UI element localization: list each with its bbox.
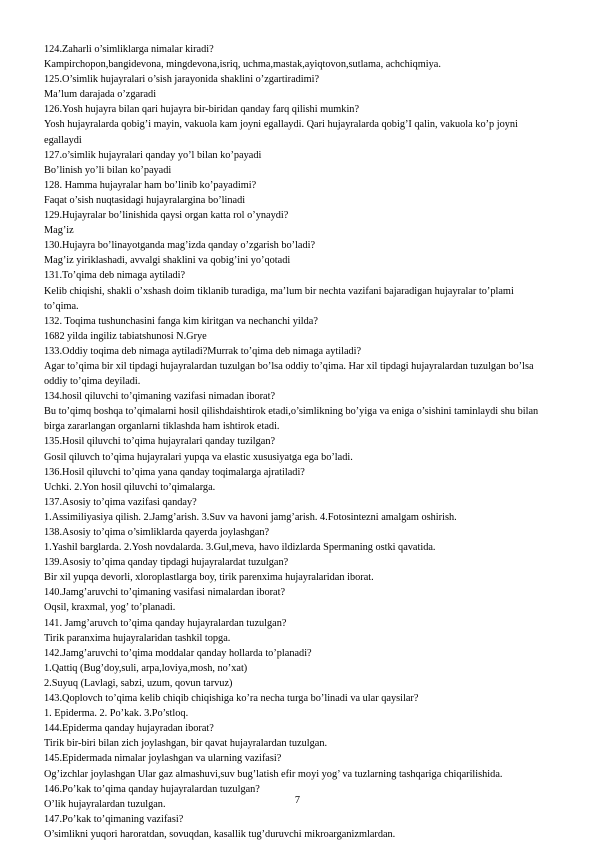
question-line: 132. Toqima tushunchasini fanga kim kiritgan va nechanchi yilda?	[44, 315, 318, 327]
question-line: 138.Asosiy to’qima o’simliklarda qayerda joylashgan?	[44, 527, 270, 538]
answer-line: Tirik bir-biri bilan zich joylashgan, bir qavat hujayralardan tuzulgan.	[44, 738, 328, 750]
question-line: 140.Jamg’aruvchi to’qimaning vasifasi nimalardan iborat?	[44, 587, 286, 599]
answer-line: Uchki. 2.Yon hosil qiluvchi to’qimalarga.	[44, 481, 216, 493]
question-line: 146.Po’kak to’qima qanday hujayralardan tuzulgan?	[44, 783, 260, 795]
question-line: 129.Hujayralar bo’linishida qaysi organ katta rol o’ynaydi?	[44, 210, 289, 222]
answer-line: Faqat o’sish nuqtasidagi hujayralargina bo’linadi	[44, 194, 246, 206]
answer-line: Gosil qiluvch to’qima hujayralari yupqa va elastic xususiyatga ega bo’ladi.	[44, 451, 353, 463]
question-line: 127.o’simlik hujayralari qanday yo’l bilan ko’payadi	[44, 149, 262, 161]
question-line: 131.To’qima deb nimaga aytiladi?	[44, 270, 186, 282]
answer-line: O’lik hujayralardan tuzulgan.	[44, 798, 166, 810]
question-line: 141. Jamg’aruvch to’qima qanday hujayralardan tuzulgan?	[44, 617, 287, 629]
question-line: 125.O’simlik hujayralari o’sish jarayonida shaklini o’zgartiradimi?	[44, 74, 320, 86]
answer-line: Kelib chiqishi, shakli o’xshash doim tiklanib turadiga, ma’lum bir nechta vazifani bajaradigan hujayralar to’plami to’qima.	[44, 285, 514, 312]
question-line: 147.Po’kak to’qimaning vazifasi?	[44, 813, 184, 825]
answer-line: Agar to’qima bir xil tipdagi hujayralardan tuzulgan bo’lsa oddiy to’qima. Har xil tipdagi hujayralardan tuzulgan bo’lsa oddiy to’qima deyiladi.	[44, 360, 534, 388]
question-line: 136.Hosil qiluvchi to’qima yana qanday toqimalarga ajratiladi?	[44, 466, 305, 478]
document-body	[44, 42, 550, 842]
page-number: 7	[294, 795, 301, 806]
question-line: 143.Qoplovch to’qima kelib chiqib chiqishiga ko’ra necha turga bo’linadi va ular qaysilar?	[44, 693, 419, 705]
question-line: 139.Asosiy to’qima qanday tipdagi hujayralardat tuzulgan?	[44, 557, 289, 569]
answer-line: Og’izchlar joylashgan Ular gaz almashuvi,suv bug’latish efir moyi yog’ va tuzlarning tashqariga chiqarilishida.	[44, 768, 503, 780]
answer-line: Ma’lum darajada o’zgaradi	[44, 89, 157, 101]
answer-line: Mag’iz	[44, 225, 74, 237]
answer-line: 1.Qattiq (Bug’doy,suli, arpa,loviya,mosh, no’xat)	[44, 662, 248, 674]
answer-line: Mag’iz yiriklashadi, avvalgi shaklini va qobig’ini yo’qotadi	[44, 255, 291, 267]
question-line: 144.Epiderma qanday hujayradan iborat?	[44, 723, 214, 735]
question-line: 124.Zaharli o’simliklarga nimalar kiradi?	[44, 44, 214, 55]
question-line: 130.Hujayra bo’linayotganda mag’izda qanday o’zgarish bo’ladi?	[44, 240, 316, 252]
answer-line: Yosh hujayralarda qobig’i mayin, vakuola kam joyni egallaydi. Qari hujayralarda qobig’I qalin, vakuola ko’p joyni egallaydi	[44, 119, 518, 146]
answer-line: Bir xil yupqa devorli, xloroplastlarga boy, tirik parenxima hujayralaridan iborat.	[44, 572, 374, 584]
question-line: 133.Oddiy toqima deb nimaga aytiladi?Murrak to’qima deb nimaga aytiladi?	[44, 345, 362, 357]
answer-line: Tirik paranxima hujayralaridan tashkil topga.	[44, 632, 231, 644]
answer-line: Oqsil, kraxmal, yog’ to’planadi.	[44, 602, 176, 614]
answer-line: Bu to’qimq boshqa to’qimalarni hosil qilishdaishtirok etadi,o’simlikning bo’yiga va eniga o’sishini taminlaydi shu bilan birga zararlangan organlarni tiklashda ham ishtirok etadi.	[44, 406, 539, 433]
question-line: 126.Yosh hujayra bilan qari hujayra bir-biridan qanday farq qilishi mumkin?	[44, 104, 360, 116]
answer-line: O’simlikni yuqori haroratdan, sovuqdan, kasallik tug’duruvchi mikroarganizmlardan.	[44, 828, 396, 840]
answer-line: 2.Suyuq (Lavlagi, sabzi, uzum, qovun tarvuz)	[44, 677, 233, 689]
question-line: 128. Hamma hujayralar ham bo’linib ko’payadimi?	[44, 179, 257, 191]
question-line: 135.Hosil qiluvchi to’qima hujayralari qanday tuzilgan?	[44, 436, 276, 448]
question-line: 137.Asosiy to’qima vazifasi qanday?	[44, 496, 197, 508]
answer-line: 1682 yilda ingiliz tabiatshunosi N.Grye	[44, 330, 207, 342]
answer-line: Bo’linish yo’li bilan ko’payadi	[44, 164, 172, 176]
answer-line: 1.Assimiliyasiya qilish. 2.Jamg’arish. 3.Suv va havoni jamg’arish. 4.Fotosintezni amalgam oshirish.	[44, 511, 457, 523]
question-line: 142.Jamg’aruvchi to’qima moddalar qanday hollarda to’planadi?	[44, 647, 312, 659]
answer-line: 1.Yashil barglarda. 2.Yosh novdalarda. 3.Gul,meva, havo ildizlarda Spermaning ostki qavatida.	[44, 542, 436, 554]
question-line: 134.hosil qiluvchi to’qimaning vazifasi nimadan iborat?	[44, 391, 276, 403]
question-line: 145.Epidermada nimalar joylashgan va ularning vazifasi?	[44, 753, 282, 765]
answer-line: Kampirchopon,bangidevona, mingdevona,isriq, uchma,mastak,ayiqtovon,sutlama, achchiqmiya.	[44, 59, 441, 71]
answer-line: 1. Epiderma. 2. Po’kak. 3.Po’stloq.	[44, 708, 189, 720]
